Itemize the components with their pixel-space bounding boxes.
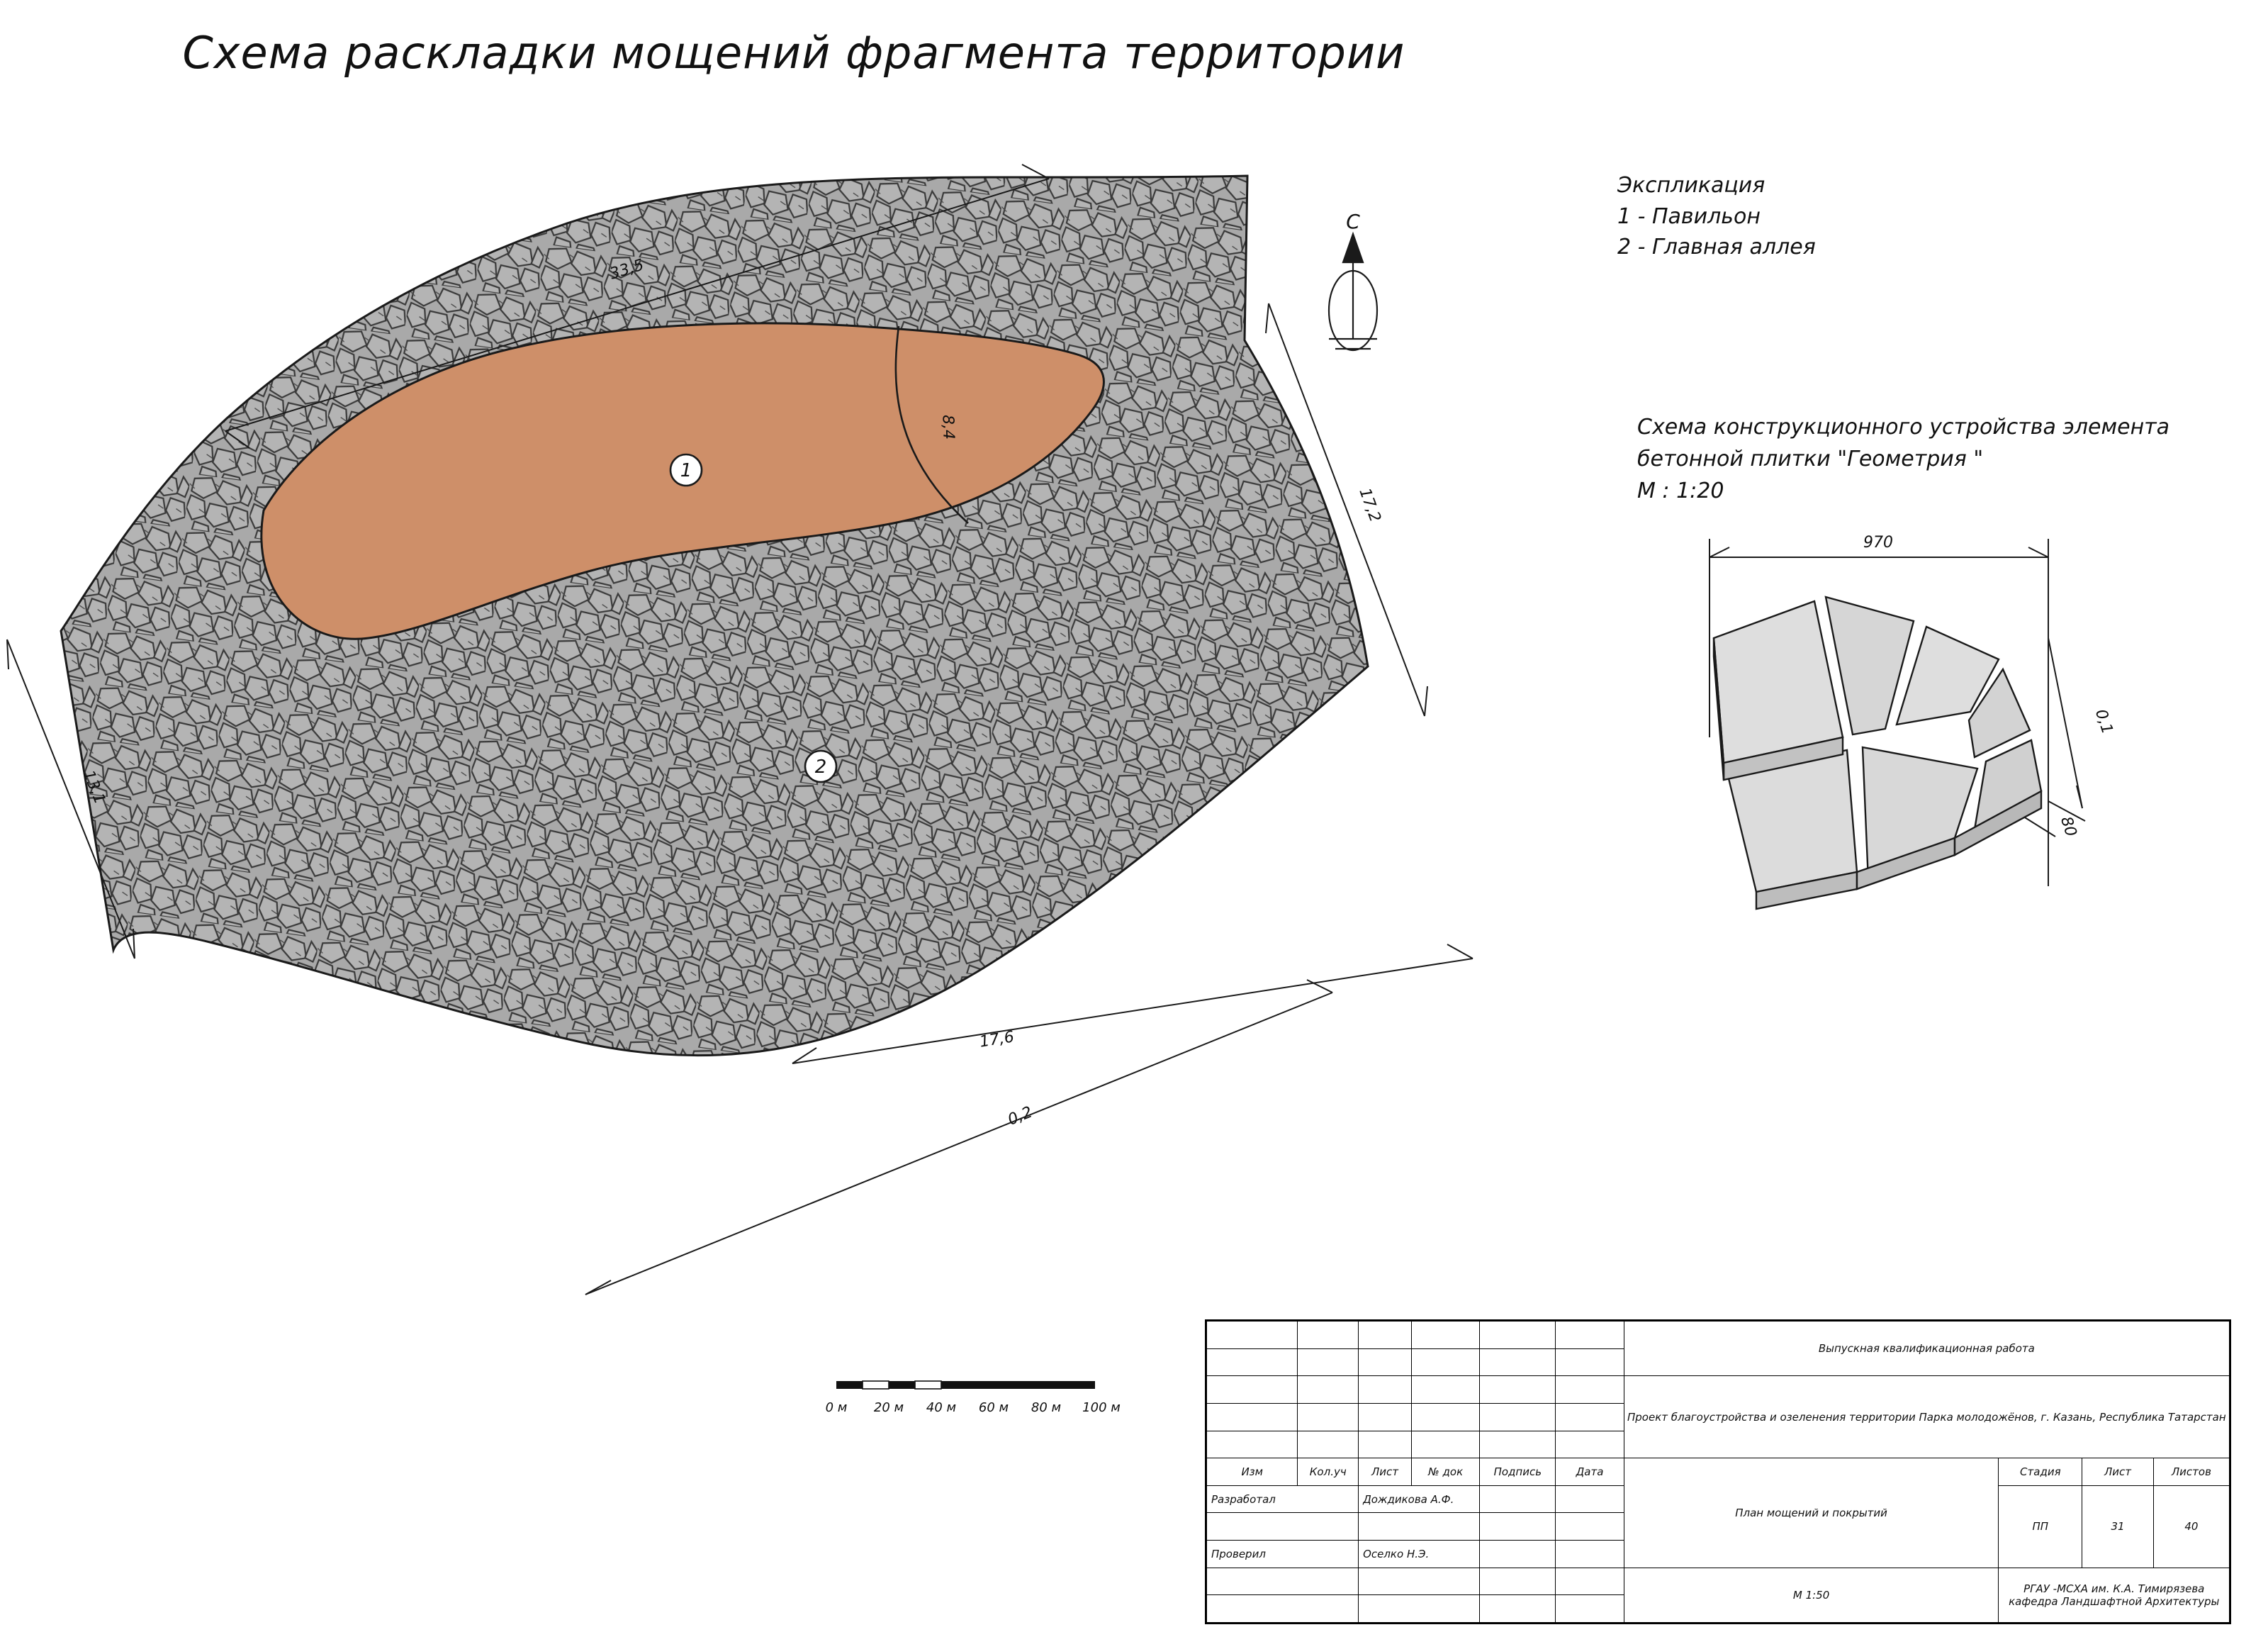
stamp-blank-5-4 <box>1411 1431 1479 1458</box>
compass-label: С <box>1346 210 1360 233</box>
stamp-blank-1-2 <box>1298 1322 1359 1349</box>
stamp-blank-5-1 <box>1207 1431 1298 1458</box>
stamp-stage-value: ПП <box>1999 1485 2082 1568</box>
stamp-name-developer: Дождикова А.Ф. <box>1359 1485 1480 1513</box>
stamp-name-blank-1 <box>1359 1513 1480 1541</box>
stamp-blank-1-6 <box>1556 1322 1624 1349</box>
stamp-sheet-title: План мощений и покрытий <box>1624 1458 1999 1568</box>
scale-tick-100: 100 м <box>1082 1400 1121 1415</box>
dim-label-8-4: 8,4 <box>938 414 958 440</box>
stamp-work-type: Выпускная квалификационная работа <box>1624 1322 2229 1376</box>
stamp-role-blank-1 <box>1207 1513 1359 1541</box>
stamp-blank-2-1 <box>1207 1348 1298 1376</box>
dim-label-33-5: 33,5 <box>607 256 646 284</box>
stamp-blank-2-2 <box>1298 1348 1359 1376</box>
title-block <box>1205 1319 2231 1624</box>
stamp-organisation <box>1999 1568 2230 1622</box>
stamp-role-blank-2 <box>1207 1568 1359 1595</box>
stamp-blank-2-4 <box>1411 1348 1479 1376</box>
scale-tick-80: 80 м <box>1031 1400 1062 1415</box>
explication-heading: Экспликация <box>1617 173 1765 198</box>
stamp-blank-3-6 <box>1556 1376 1624 1404</box>
page-title: Схема раскладки мощений фрагмента территории <box>182 27 1405 79</box>
scale-tick-60: 60 м <box>978 1400 1009 1415</box>
stamp-role-blank-3 <box>1207 1595 1359 1623</box>
stamp-blank-5-2 <box>1298 1431 1359 1458</box>
stamp-sign-developer <box>1480 1485 1556 1513</box>
stamp-blank-3-3 <box>1359 1376 1412 1404</box>
scale-tick-0: 0 м <box>825 1400 848 1415</box>
dim-label-0-2: 0,2 <box>1005 1103 1035 1129</box>
stamp-date-checker <box>1556 1541 1624 1568</box>
stamp-blank-1-5 <box>1480 1322 1556 1349</box>
explication-item-1: 1 - Павильон <box>1617 203 1761 229</box>
stamp-blank-4-4 <box>1411 1403 1479 1431</box>
stamp-blank-3-4 <box>1411 1376 1479 1404</box>
stamp-organisation-line-2: кафедра Ландшафтной Архитектуры <box>2009 1594 2220 1608</box>
scale-tick-40: 40 м <box>926 1400 957 1415</box>
stamp-blank-4-6 <box>1556 1403 1624 1431</box>
stamp-blank-4-2 <box>1298 1403 1359 1431</box>
scale-tick-20: 20 м <box>873 1400 904 1415</box>
stamp-name-blank-3 <box>1359 1595 1480 1623</box>
stamp-list-header: Лист <box>2082 1458 2154 1486</box>
stamp-blank-1-3 <box>1359 1322 1412 1349</box>
plan-marker-1-label: 1 <box>680 460 692 481</box>
stamp-name-checker: Оселко Н.Э. <box>1359 1541 1480 1568</box>
stamp-listov-value: 40 <box>2153 1485 2229 1568</box>
dim-label-17-6: 17,6 <box>978 1028 1016 1051</box>
stamp-date-blank-1 <box>1556 1513 1624 1541</box>
construction-note-line-2: бетонной плитки "Геометрия " <box>1637 447 1984 471</box>
stamp-name-blank-2 <box>1359 1568 1480 1595</box>
stamp-organisation-line-1: РГАУ -МСХА им. К.А. Тимирязева <box>2023 1582 2205 1595</box>
stamp-blank-4-5 <box>1480 1403 1556 1431</box>
stamp-blank-5-6 <box>1556 1431 1624 1458</box>
stamp-sign-blank-1 <box>1480 1513 1556 1541</box>
stamp-date-developer <box>1556 1485 1624 1513</box>
stamp-blank-5-3 <box>1359 1431 1412 1458</box>
tile-faces <box>1714 597 2041 892</box>
stamp-sign-blank-3 <box>1480 1595 1556 1623</box>
stamp-list-value: 31 <box>2082 1485 2154 1568</box>
stamp-scale: М 1:50 <box>1624 1568 1999 1622</box>
tile-height-label: 0,1 <box>2091 707 2116 737</box>
stamp-project-name: Проект благоустройства и озеленения территории Парка молодожёнов, г. Казань, Республика Татарстан <box>1624 1376 2229 1458</box>
explication-item-2: 2 - Главная аллея <box>1617 235 1816 259</box>
tile-thickness-label: 80 <box>2056 814 2080 839</box>
stamp-col-header-podpis: Подпись <box>1480 1458 1556 1486</box>
stamp-sign-checker <box>1480 1541 1556 1568</box>
stamp-blank-2-6 <box>1556 1348 1624 1376</box>
stamp-blank-1-1 <box>1207 1322 1298 1349</box>
stamp-col-header-izm: Изм <box>1207 1458 1298 1486</box>
dim-label-13-1: 13,1 <box>79 768 109 807</box>
stamp-blank-1-4 <box>1411 1322 1479 1349</box>
stamp-col-header-list: Лист <box>1359 1458 1412 1486</box>
stamp-col-header-ndok: № док <box>1411 1458 1479 1486</box>
stamp-blank-3-1 <box>1207 1376 1298 1404</box>
stamp-blank-4-3 <box>1359 1403 1412 1431</box>
stamp-blank-3-5 <box>1480 1376 1556 1404</box>
stamp-sign-blank-2 <box>1480 1568 1556 1595</box>
dim-label-17-2: 17,2 <box>1355 486 1384 525</box>
construction-note-line-1: Схема конструкционного устройства элемента <box>1637 415 2170 440</box>
stamp-blank-4-1 <box>1207 1403 1298 1431</box>
stamp-date-blank-2 <box>1556 1568 1624 1595</box>
stamp-blank-5-5 <box>1480 1431 1556 1458</box>
stamp-blank-3-2 <box>1298 1376 1359 1404</box>
stamp-col-header-data: Дата <box>1556 1458 1624 1486</box>
tile-width-label: 970 <box>1863 534 1893 552</box>
stamp-blank-2-5 <box>1480 1348 1556 1376</box>
stamp-role-checker: Проверил <box>1207 1541 1359 1568</box>
stamp-listov-header: Листов <box>2153 1458 2229 1486</box>
stamp-role-developer: Разработал <box>1207 1485 1359 1513</box>
stamp-col-header-koluch: Кол.уч <box>1298 1458 1359 1486</box>
stamp-date-blank-3 <box>1556 1595 1624 1623</box>
stamp-stage-header: Стадия <box>1999 1458 2082 1486</box>
plan-marker-2-label: 2 <box>814 756 827 778</box>
construction-note-line-3: М : 1:20 <box>1637 479 1724 503</box>
stamp-blank-2-3 <box>1359 1348 1412 1376</box>
